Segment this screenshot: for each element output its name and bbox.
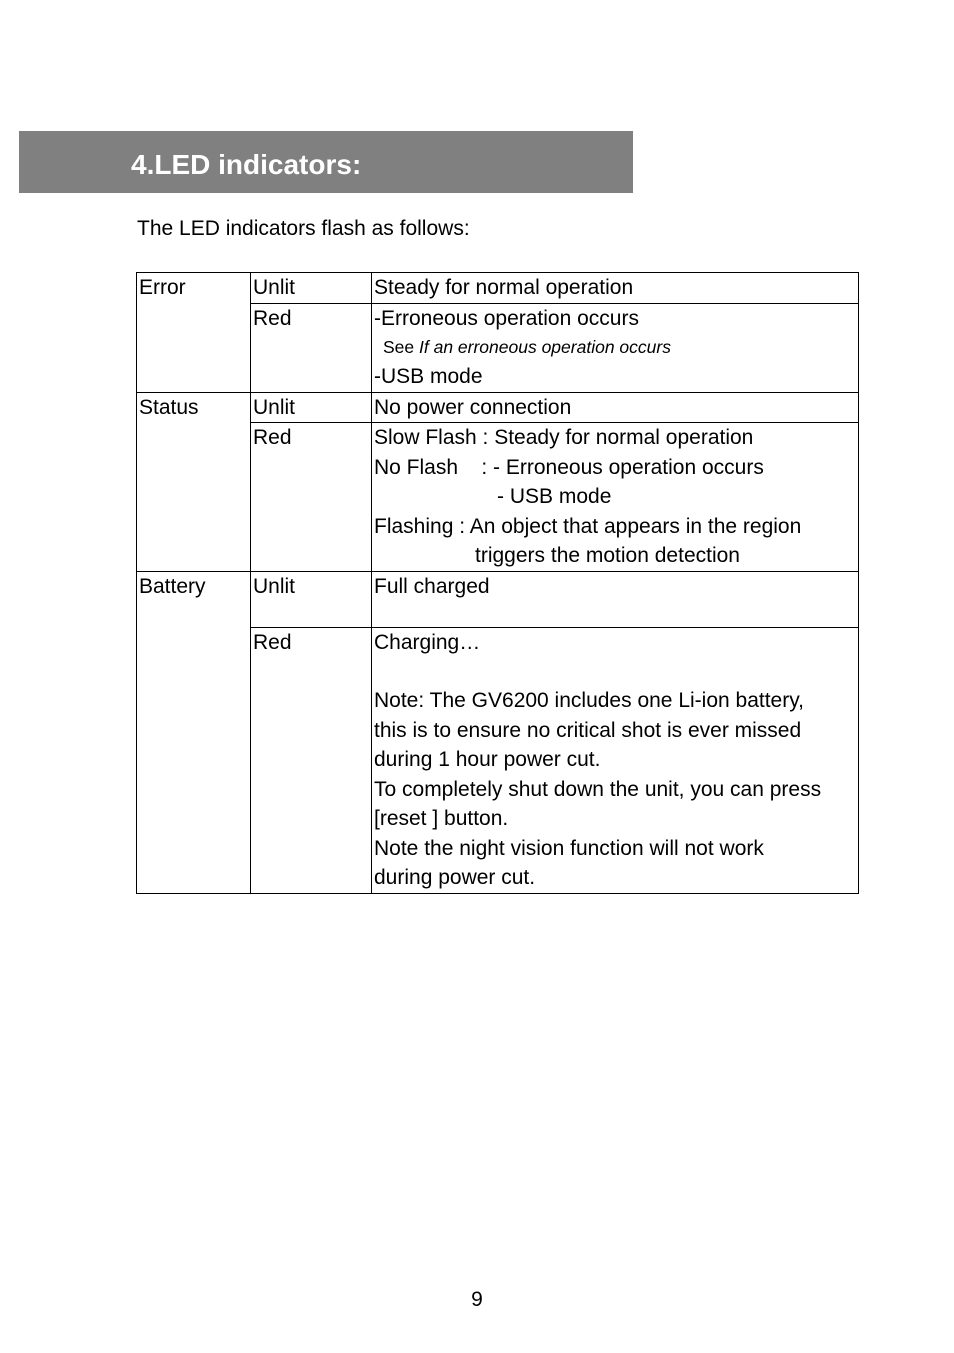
description-line: Note: The GV6200 includes one Li-ion battery,	[374, 689, 804, 712]
intro-text: The LED indicators flash as follows:	[137, 217, 470, 240]
line-gap	[374, 657, 858, 686]
description-line: No Flash : - Erroneous operation occurs	[374, 455, 764, 479]
description-line: Note the night vision function will not work	[374, 836, 764, 860]
led-description: Steady for normal operation	[372, 273, 859, 304]
see-prefix: See	[383, 337, 419, 357]
description-line: To completely shut down the unit, you can press	[374, 777, 822, 801]
description-line: during power cut.	[374, 866, 536, 889]
description-line: triggers the motion detection	[475, 544, 740, 567]
description-line: - USB mode	[497, 485, 612, 508]
led-name-battery: Battery	[137, 571, 251, 893]
description-line: during 1 hour power cut.	[374, 748, 601, 771]
section-header-bar	[19, 131, 633, 193]
description-line: Slow Flash : Steady for normal operation	[374, 426, 754, 449]
description-line: Flashing : An object that appears in the region	[374, 514, 802, 538]
see-reference-title: If an erroneous operation occurs	[419, 337, 671, 357]
description-line: [reset ] button.	[374, 807, 509, 830]
led-indicator-table	[136, 272, 859, 894]
page-number: 9	[471, 1288, 483, 1311]
table-row	[137, 571, 859, 627]
description-line: -USB mode	[374, 365, 483, 388]
led-description: Full charged	[372, 571, 859, 627]
led-name-error: Error	[137, 273, 251, 393]
led-state-unlit: Unlit	[251, 273, 372, 304]
see-reference	[374, 333, 858, 362]
led-description	[372, 627, 859, 893]
led-state-red: Red	[251, 423, 372, 572]
led-description	[372, 423, 859, 572]
led-name-status: Status	[137, 392, 251, 571]
led-state-unlit: Unlit	[251, 392, 372, 423]
led-state-red: Red	[251, 627, 372, 893]
led-state-red: Red	[251, 303, 372, 392]
section-title: 4.LED indicators:	[131, 149, 362, 180]
description-line: -Erroneous operation occurs	[374, 306, 639, 330]
table-row	[137, 273, 859, 304]
led-description: No power connection	[372, 392, 859, 423]
led-state-unlit: Unlit	[251, 571, 372, 627]
description-line: this is to ensure no critical shot is ever missed	[374, 718, 802, 742]
led-description	[372, 303, 859, 392]
table-row	[137, 392, 859, 423]
description-line: Charging…	[374, 630, 481, 654]
